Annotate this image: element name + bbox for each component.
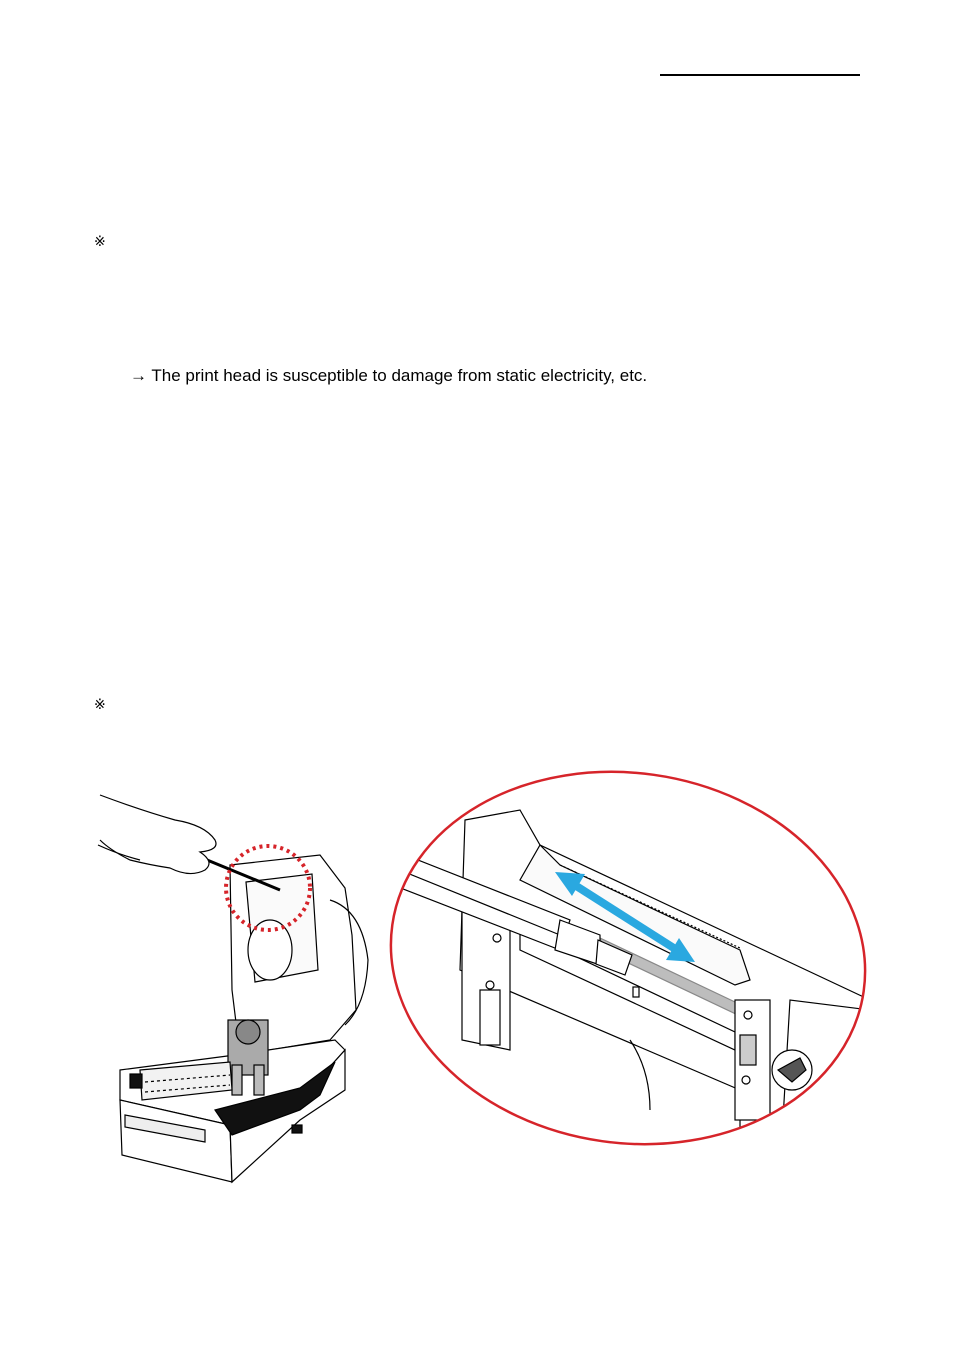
note-mark-2: ※	[94, 697, 106, 713]
note-mark-1: ※	[94, 234, 106, 250]
printer-illustration	[98, 795, 368, 1182]
static-warning-text: → The print head is susceptible to damage from static electricity, etc.	[130, 366, 648, 385]
header-rule	[660, 74, 860, 76]
magnified-detail	[380, 810, 870, 1170]
print-head-cleaning-illustration	[0, 770, 954, 1190]
